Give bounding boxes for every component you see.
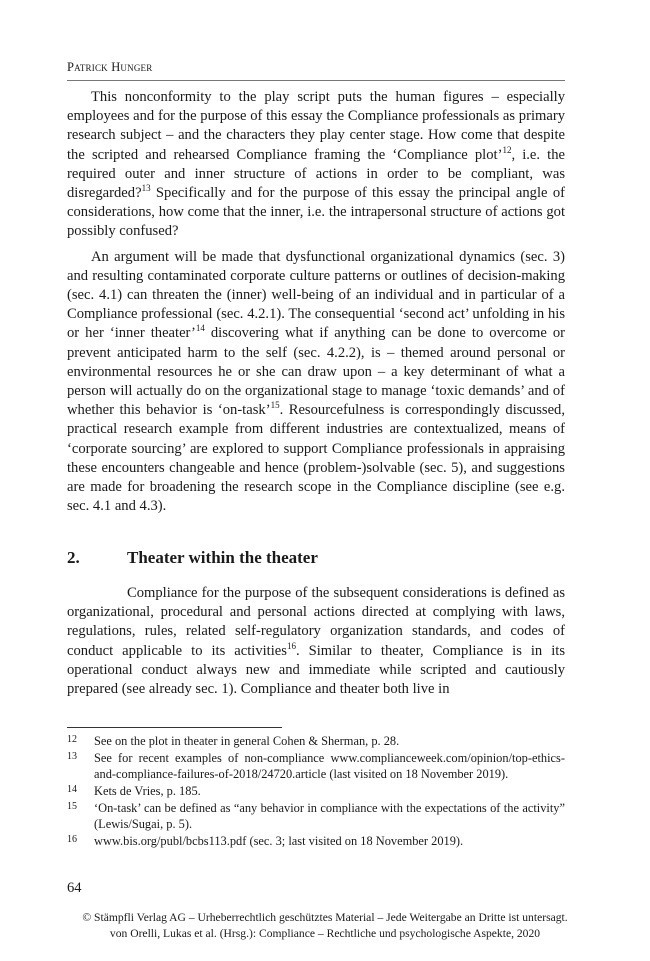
footnote-ref: 12 [502,144,512,155]
footnotes [67,733,565,850]
running-head [67,60,152,75]
footnote-number: 12 [67,734,77,745]
footnote [67,733,565,749]
footnote-text: See on the plot in theater in general Cohen & Sherman, p. 28. [94,734,400,748]
footnote-ref: 14 [195,323,205,334]
section-body [67,584,565,705]
footnote [67,800,565,832]
running-head-first: Patrick [67,60,108,74]
paragraph: Compliance for the purpose of the subsequent considerations is defined as organizational, procedural and personal actions directed at complying with laws, regulations, rules, related self-regulatory organization standards, and codes of conduct applicable to its activities$^{16}$. Similar to theater, Compliance is in its operational conduct always new and immediate while scripted and cautiously prepared (see already sec. 1). Compliance and theater both live in [67,585,566,698]
footnote-ref: 15 [270,400,280,411]
copyright-line-1: © Stämpfli Verlag AG – Urheberrechtlich geschütztes Material – Jede Weitergabe an Dritte ist untersagt. [82,911,568,924]
running-head-last: Hunger [111,60,153,74]
footnote-number: 13 [67,751,77,762]
paragraph: This nonconformity to the play script puts the human figures – especially employees and for the purpose of this essay the Compliance professionals as primary research subject – and the characters they play center stage. How come that despite the scripted and rehearsed Compliance framing the ‘Compliance plot’$^{12}$, i.e. the required outer and inner structure of actions in order to be compliant, was disregarded?$^{13}$ Specifically and for the purpose of this essay the principal angle of considerations, how come that the inner, i.e. the intrapersonal structure of actions got possibly confused? [67,89,566,240]
intro-body [67,88,565,522]
footnote-number: 16 [67,834,77,845]
footnote [67,783,565,799]
footnote-text: ‘On-task’ can be defined as “any behavior in compliance with the expectations of the activity” (Lewis/Sugai, p. 5). [94,801,565,831]
copyright-line-2: von Orelli, Lukas et al. (Hrsg.): Compliance – Rechtliche und psychologische Aspekte, 2020 [109,927,541,940]
page-number: 64 [67,880,82,896]
footnote-number: 14 [67,784,77,795]
footnote-text: Kets de Vries, p. 185. [94,784,201,798]
footnote-number: 15 [67,801,77,812]
header-rule [67,80,565,81]
footnote-ref: 16 [286,640,296,651]
paragraph: An argument will be made that dysfunctional organizational dynamics (sec. 3) and resulting contaminated corporate culture patterns or outlines of decision-making (sec. 4.1) can threaten the (inner) well-being of an individual and in particular of a Compliance professional (sec. 4.2.1). The consequential ‘second act’ unfolding in his or her ‘inner theater’$^{14}$ discovering what if anything can be done to overcome or prevent anticipated harm to the self (sec. 4.2.2), is – themed around personal or environmental resources he or she can draw upon – a key determinant of what a person will actually do on the organizational stage to manage ‘toxic demands’ and of whether this behavior is ‘on-task’$^{15}$. Resourcefulness is correspondingly discussed, practical research example from different industries are contextualized, means of ‘corporate sourcing’ are explored to support Compliance professionals in appraising these encounters changeable and hence (problem-)solvable (sec. 5), and suggestions are made for broadening the research scope in the Compliance discipline (see e.g. sec. 4.1 and 4.3). [67,248,566,515]
footnote-ref: 13 [141,183,151,194]
footnote-rule [67,727,282,728]
copyright-notice [0,910,650,942]
section-heading [67,548,565,568]
section-title: Theater within the theater [127,548,318,567]
footnote-text: See for recent examples of non-compliance www.complianceweek.com/opinion/top-ethics-and-compliance-failures-of-2018/24720.article (last visited on 18 November 2019). [94,751,565,781]
section-number: 2. [67,548,80,567]
footnote [67,833,565,849]
footnote-text: www.bis.org/publ/bcbs113.pdf (sec. 3; last visited on 18 November 2019). [94,834,464,848]
footnote [67,750,565,782]
